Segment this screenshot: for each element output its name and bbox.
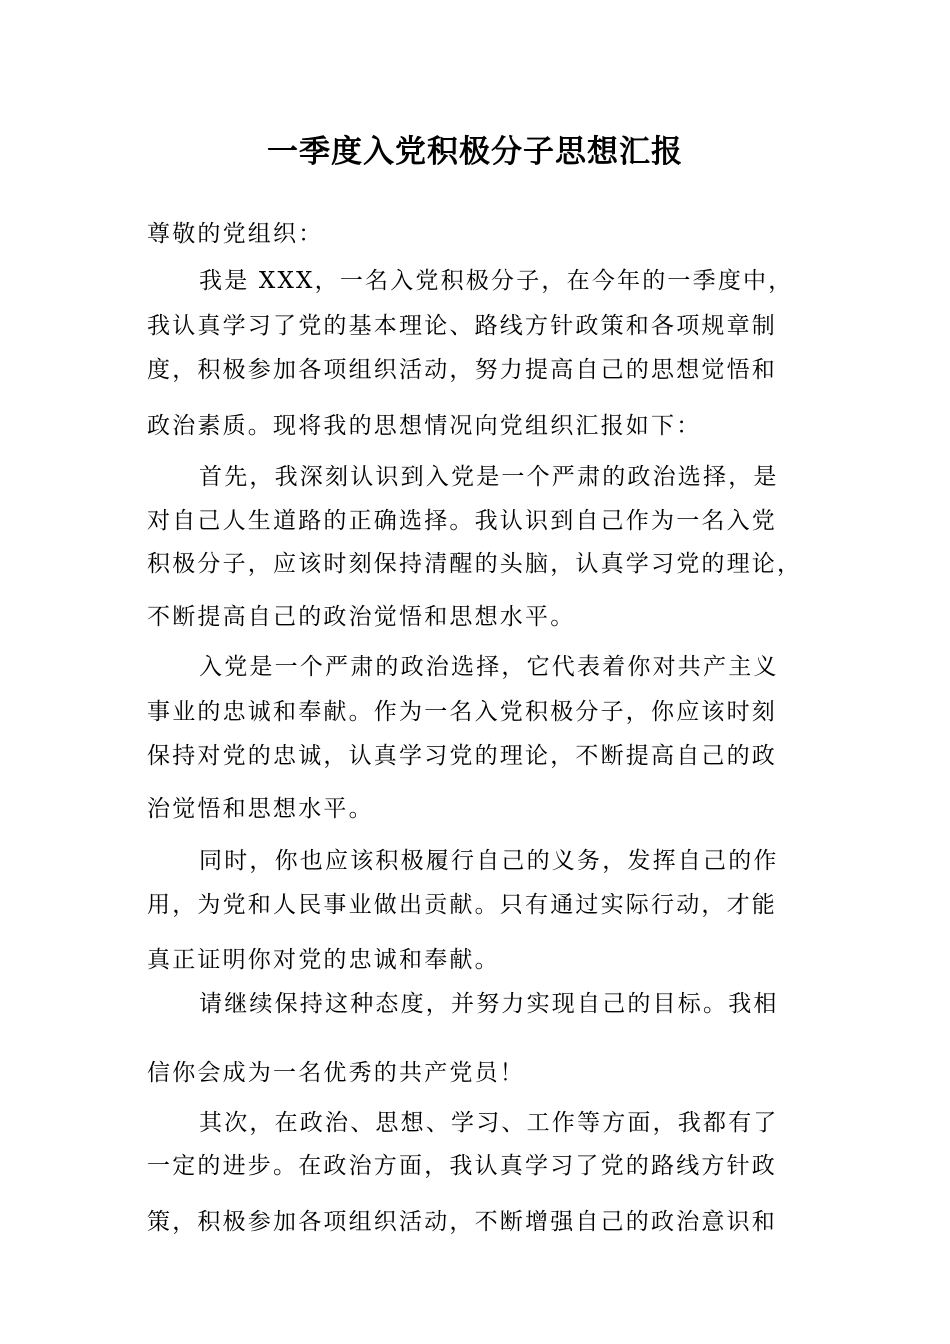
body-line: 同时，你也应该积极履行自己的义务，发挥自己的作 — [199, 848, 779, 874]
body-line: 保持对党的忠诚，认真学习党的理论，不断提高自己的政 — [147, 743, 777, 769]
body-line: 政治素质。现将我的思想情况向党组织汇报如下： — [147, 413, 702, 439]
body-line: 对自己人生道路的正确选择。我认识到自己作为一名入党 — [147, 508, 777, 534]
body-line: 不断提高自己的政治觉悟和思想水平。 — [147, 604, 576, 630]
body-line: 其次，在政治、思想、学习、工作等方面，我都有了 — [199, 1110, 779, 1136]
body-line: 策，积极参加各项组织活动，不断增强自己的政治意识和 — [147, 1209, 777, 1235]
body-line: 我是 XXX，一名入党积极分子，在今年的一季度中， — [199, 268, 794, 294]
body-line: 度，积极参加各项组织活动，努力提高自己的思想觉悟和 — [147, 357, 777, 383]
body-line: 事业的忠诚和奉献。作为一名入党积极分子，你应该时刻 — [147, 699, 777, 725]
body-line: 治觉悟和思想水平。 — [147, 796, 374, 822]
body-line: 用，为党和人民事业做出贡献。只有通过实际行动，才能 — [147, 892, 777, 918]
document-title: 一季度入党积极分子思想汇报 — [267, 134, 683, 170]
body-line: 真正证明你对党的忠诚和奉献。 — [147, 947, 500, 973]
salutation-line: 尊敬的党组织： — [147, 221, 324, 247]
body-line: 首先，我深刻认识到入党是一个严肃的政治选择，是 — [199, 464, 779, 490]
body-line: 积极分子，应该时刻保持清醒的头脑，认真学习党的理论， — [147, 551, 803, 577]
body-line: 一定的进步。在政治方面，我认真学习了党的路线方针政 — [147, 1153, 777, 1179]
body-line: 入党是一个严肃的政治选择，它代表着你对共产主义 — [199, 654, 779, 680]
body-line: 请继续保持这种态度，并努力实现自己的目标。我相 — [199, 991, 779, 1017]
body-line: 信你会成为一名优秀的共产党员！ — [147, 1060, 525, 1086]
body-line: 我认真学习了党的基本理论、路线方针政策和各项规章制 — [147, 313, 777, 339]
